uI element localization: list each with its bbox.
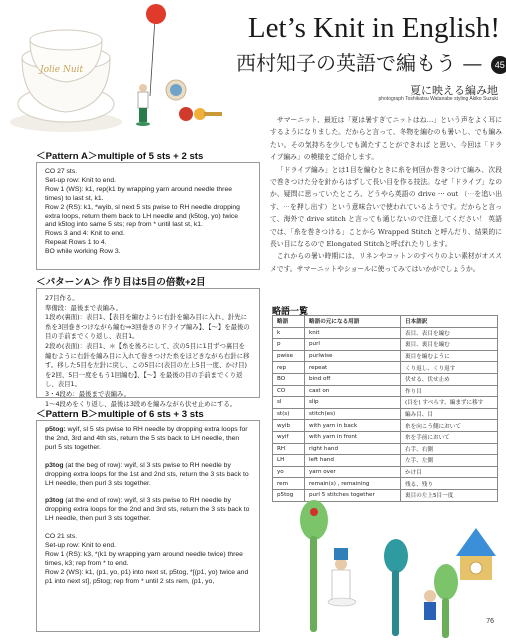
table-cell: 糸を向こう側において xyxy=(401,420,498,432)
intro-paragraph: サマーニット、最近は「夏は暑すぎてニットはね…」という声をよく耳にするようになりました。だからと言って、冬物を編むのも暑いし、でも編みたい。その気持ちを少しでも満たすことができれば と思い、今回は「ドライブ編み」の模様をご紹介します。 xyxy=(270,116,502,162)
abbreviations-table xyxy=(272,315,498,502)
instruction-line: 1段め(裏面)：表目1、【表目を編むように右針を編み目に入れ、針先に糸を3回巻きつけながら編む⇒3回巻きのドライブ編み】、【〜】を最後の目の手前までくり返し、表目1。 xyxy=(45,313,250,341)
table-cell: 糸を手前において xyxy=(401,431,498,443)
table-cell: with yarn in back xyxy=(305,420,401,432)
table-cell: purl xyxy=(305,339,401,351)
subtitle-dash: — xyxy=(462,51,483,75)
table-row xyxy=(273,362,498,374)
table-cell: remain(s) , remaining xyxy=(305,478,401,490)
table-cell: くり返し、くり返す xyxy=(401,362,498,374)
table-cell: bind off xyxy=(305,373,401,385)
table-cell: 裏目、裏目を編む xyxy=(401,339,498,351)
table-header-row xyxy=(273,316,498,328)
definition-line xyxy=(45,462,251,489)
definition-term: p3tog xyxy=(45,461,64,469)
page-number: 76 xyxy=(486,618,494,625)
instruction-line: Set-up row: Knit to end. xyxy=(45,176,117,184)
instruction-line: Repeat Rows 1 to 4. xyxy=(45,239,107,247)
instruction-line: 3・4段め：最後まで表編み。 xyxy=(45,389,131,398)
photo-credit: photograph Toshikatsu Watanabe styling Akiko Suzuki xyxy=(378,96,498,102)
table-row xyxy=(273,350,498,362)
table-row xyxy=(273,455,498,467)
subtitle-text: 西村知子の英語で編もう xyxy=(236,51,456,75)
instruction-line: Row 1 (RS): k3, *(k1 by wrapping yarn around needle twice) three times, k3; rep from * to end. xyxy=(45,550,243,567)
intro-paragraph: これからの暑い時期には、リネンやコットンのすべりのよい素材がオススメです。サマーニットやショールに使ってみてはいかがでしょうか。 xyxy=(270,252,502,273)
abbreviations-body xyxy=(273,327,498,501)
definition-line xyxy=(45,497,251,524)
table-row xyxy=(273,431,498,443)
pattern-b-box xyxy=(36,420,260,632)
episode-title: 夏に映える編み地 xyxy=(410,84,498,97)
table-cell: k xyxy=(273,327,305,339)
table-cell: slip xyxy=(305,397,401,409)
instruction-line: Set-up row: Knit to end. xyxy=(45,542,117,550)
instruction-line: Row 2 (WS): k1, (p1, yo, p1) into next st, p5tog, *[(p1, yo) twice and p1 into next st], p5tog; rep from * until 2 sts rem, (p1, yo, xyxy=(45,568,249,585)
table-cell: rem xyxy=(273,478,305,490)
table-cell: left hand xyxy=(305,455,401,467)
table-cell: CO xyxy=(273,385,305,397)
table-row xyxy=(273,385,498,397)
table-row xyxy=(273,408,498,420)
table-cell: LH xyxy=(273,455,305,467)
table-cell: (目を) すべらす、編まずに移す xyxy=(401,397,498,409)
column-header: 略語の元になる用語 xyxy=(305,316,401,328)
instruction-line: Row 1 (WS): k1, rep(k1 by wrapping yarn around needle three times) to last st, k1. xyxy=(45,185,233,202)
table-cell: right hand xyxy=(305,443,401,455)
table-cell: rep xyxy=(273,362,305,374)
pattern-a-heading: ＜Pattern A＞multiple of 5 sts + 2 sts xyxy=(36,151,204,162)
table-cell: knit xyxy=(305,327,401,339)
instruction-line: BO while working Row 3. xyxy=(45,248,121,256)
instruction-line: 27目作る。 xyxy=(45,294,79,302)
table-cell: p5tog xyxy=(273,489,305,501)
table-row xyxy=(273,466,498,478)
column-header: 日本語訳 xyxy=(401,316,498,328)
abbreviations-title: 略語一覧 xyxy=(272,306,309,316)
table-cell: 裏目の左上5目一度 xyxy=(401,489,498,501)
instruction-line: 準備段：最後まで表編み。 xyxy=(45,303,123,312)
table-row xyxy=(273,339,498,351)
table-cell: purlwise xyxy=(305,350,401,362)
table-cell: 裏目を編むように xyxy=(401,350,498,362)
table-cell: sl xyxy=(273,397,305,409)
table-cell: st(s) xyxy=(273,408,305,420)
intro-text xyxy=(270,114,502,275)
pattern-a-jp-heading: ＜パターンA＞ 作り目は5目の倍数+2目 xyxy=(36,277,206,288)
table-row xyxy=(273,327,498,339)
definition-text: (at the end of row): wyif, sl 3 sts pwise to RH needle by dropping extra loops for the 2nd and 3rd sts, return the 3 sts back to LH needle, then purl 3 sts together. xyxy=(45,497,250,523)
table-cell: 伏せる、伏せ止め xyxy=(401,373,498,385)
instruction-line: Rows 3 and 4: Knit to end. xyxy=(45,230,125,238)
cup-lettering: Jolie Nuit xyxy=(40,65,84,75)
table-cell: 右手、右側 xyxy=(401,443,498,455)
table-row xyxy=(273,373,498,385)
definition-text: (at the beg of row): wyif, sl 3 sts pwise to RH needle by dropping extra loops for the 1st and 2nd sts, return the 3 sts back to LH needle, then purl 3 sts together. xyxy=(45,461,249,487)
table-cell: かけ目 xyxy=(401,466,498,478)
table-cell: 残る、残り xyxy=(401,478,498,490)
page-subtitle xyxy=(236,50,505,76)
table-cell: yo xyxy=(273,466,305,478)
instruction-line: CO 27 sts. xyxy=(45,168,78,175)
table-cell: stitch(es) xyxy=(305,408,401,420)
table-cell: 作り目 xyxy=(401,385,498,397)
intro-paragraph: 「ドライブ編み」とは1目を編むときに糸を何回か巻きつけて編み、次段で巻きつけた分を針からはずして長い目を作る技法。なぜ「ドライブ」なのか、疑問に思っていたところ、どうやら英語の drive ⋯ out （⋯を追い出す、⋯を押し出す）という意味合いで使われているようです。だからと言って、海外で drive stitch と言っても通じないので注意してください！ 英語では、「糸を巻きつける」ことから Wrapped Stitch と呼んだり、結果的に長い目になるので Elongated Stitchと呼ばれたりします。 xyxy=(270,165,502,249)
instruction-line: 2段め(表面)：表目1、＊【糸を後ろにして、次の5目に1目ずつ裏目を編むように右針を編み目に入れて巻きつけた糸をほどきながら右針に移す。移した5目を左針に戻し、この5目に(表目の左上5目一度、かけ目)を2回、5目一度をもう1回編む】、【〜】を最後の目の手前までくり返し、表目1。 xyxy=(45,341,250,389)
table-row xyxy=(273,478,498,490)
table-row xyxy=(273,397,498,409)
table-cell: wyib xyxy=(273,420,305,432)
teacup-photo xyxy=(0,0,230,140)
table-cell: 編み目、目 xyxy=(401,408,498,420)
table-cell: p xyxy=(273,339,305,351)
pattern-a-jp-box xyxy=(36,288,260,408)
table-cell: cast on xyxy=(305,385,401,397)
table-cell: RH xyxy=(273,443,305,455)
definition-term: p3tog xyxy=(45,497,64,505)
page-title: Let’s Knit in English! xyxy=(247,12,500,44)
table-cell: 表目、表目を編む xyxy=(401,327,498,339)
table-cell: BO xyxy=(273,373,305,385)
table-cell: pwise xyxy=(273,350,305,362)
table-cell: yarn over xyxy=(305,466,401,478)
table-cell: with yarn in front xyxy=(305,431,401,443)
spoons-figurines-photo xyxy=(270,498,506,640)
table-row xyxy=(273,420,498,432)
column-header: 略語 xyxy=(273,316,305,328)
issue-number-badge: 45 xyxy=(491,56,506,74)
table-cell: purl 5 stitches together xyxy=(305,489,401,501)
teacup-illustration xyxy=(0,0,230,140)
definition-line xyxy=(45,426,251,453)
instruction-line: 1〜4段めをくり返し、最後は3段めを編みながら伏せ止めにする。 xyxy=(45,399,237,408)
instruction-line: CO 21 sts. xyxy=(45,533,78,541)
pattern-a-box xyxy=(36,162,260,270)
table-cell: repeat xyxy=(305,362,401,374)
table-cell: 左手、左側 xyxy=(401,455,498,467)
pattern-b-heading: ＜Pattern B＞multiple of 6 sts + 3 sts xyxy=(36,409,204,420)
table-row xyxy=(273,443,498,455)
table-cell: wyif xyxy=(273,431,305,443)
definition-term: p5tog: xyxy=(45,426,66,433)
definition-text: wyif, sl 5 sts pwise to RH needle by dropping extra loops for the 2nd, 3rd and 4th sts, return the 5 sts back to LH needle, then purl 5 sts together. xyxy=(45,426,248,451)
instruction-line: Row 2 (RS): k1, *wyib, sl next 5 sts pwise to RH needle dropping extra loops, return them back to LH needle and (k5tog, yo) twice and k5tog into same 5 sts; rep from * until last st, k1. xyxy=(45,203,240,229)
